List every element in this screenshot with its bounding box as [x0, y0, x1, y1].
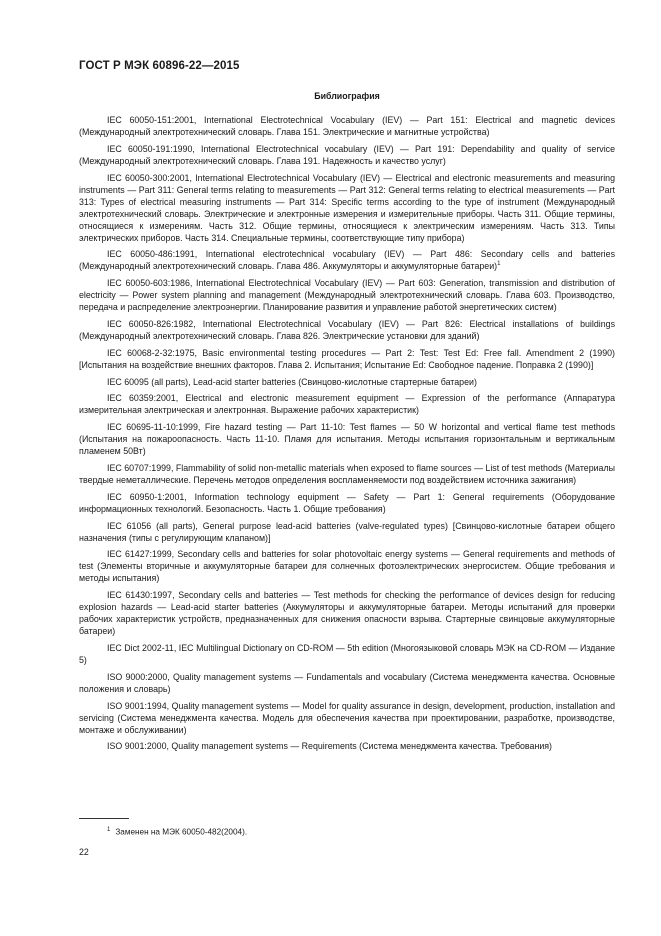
- reference-item: [79, 589, 615, 637]
- footnote-text: Заменен на МЭК 60050-482(2004).: [115, 827, 248, 837]
- reference-text: IEC 60695-11-10:1999, Fire hazard testing — Part 11-10: Test flames — 50 W horizontal and vertical flame test methods (Испытания на пожароопасность. Часть 11-10. Пламя для испытания. Методы испытания горизонтальным и вертикальным пламенем 50Вт): [79, 422, 615, 457]
- reference-text: IEC 61427:1999, Secondary cells and batteries for solar photovoltaic energy systems — General requirements and methods of test (Элементы вторичные и аккумуляторные батареи для солнечных фотоэлектрических энергосистем. Общие требования и методы испытания): [79, 549, 615, 584]
- reference-text: IEC 61056 (all parts), General purpose lead-acid batteries (valve-regulated types) [Свинцово-кислотные батареи общего назначения (типы с регулирующим клапаном)]: [79, 520, 615, 543]
- footnote: [107, 827, 247, 837]
- reference-item: [79, 248, 615, 272]
- reference-text: IEC 60050-151:2001, International Electrotechnical Vocabulary (IEV) — Part 151: Electrical and magnetic devices (Международный электротехнический словарь. Глава 151. Электрические и магнитные устройства): [79, 115, 615, 137]
- reference-text: ISO 9001:2000, Quality management systems — Requirements (Система менеджмента качества. Требования): [107, 741, 552, 752]
- reference-item: [79, 462, 615, 486]
- reference-item: [79, 392, 615, 416]
- reference-item: [79, 277, 615, 313]
- reference-item: [79, 143, 615, 167]
- reference-text: ISO 9000:2000, Quality management systems — Fundamentals and vocabulary (Система менеджмента качества. Основные положения и словарь): [79, 671, 615, 694]
- reference-item: [79, 642, 615, 666]
- reference-text: IEC Dict 2002-11, IEC Multilingual Dictionary on CD-ROM — 5th edition (Многоязыковой словарь МЭК на CD-ROM — Издание 5): [79, 642, 615, 665]
- reference-text: IEC 60050-300:2001, International Electrotechnical Vocabulary (IEV) — Electrical and electronic measurements and measuring instruments — Part 311: General terms relating to measurements — Part 312: General terms relating to electrical measurements — Part 313: Types of electrical measuring instruments — Part 314: Specific terms according to the type of instrument (Международный электротехнический словарь. Электрические и электронные измерения и измерительные приборы. Часть 311. Общие термины, относящиеся к измерениям. Часть 312. Общие термины, относящиеся к электрическим измерениям. Часть 313. Типы электрических приборов. Часть 314. Специальные термины, соответствующие типу прибора): [79, 172, 615, 243]
- reference-item: [79, 520, 615, 544]
- bibliography-title: Библиография: [314, 91, 380, 101]
- reference-text: IEC 60359:2001, Electrical and electronic measurement equipment — Expression of the performance (Аппаратура измерительная электрическая и электронная. Выражение рабочих характеристик): [79, 393, 615, 416]
- reference-text: IEC 60950-1:2001, Information technology equipment — Safety — Part 1: General requirements (Оборудование информационных технологий. Безопасность. Часть 1. Общие требования): [79, 491, 615, 514]
- reference-text: IEC 60707:1999, Flammability of solid non-metallic materials when exposed to flame sources — List of test methods (Материалы твердые неметаллические. Перечень методов определения воспламеняемости под воздействием источника зажигания): [79, 462, 615, 485]
- reference-item: [79, 548, 615, 584]
- reference-item: [79, 740, 615, 752]
- reference-item: [79, 671, 615, 695]
- reference-list: [79, 114, 615, 757]
- reference-text: IEC 60050-603:1986, International Electrotechnical Vocabulary (IEV) — Part 603: Generation, transmission and distribution of electricity — Power system planning and management (Международный электротехнический словарь. Глава 603. Производство, передача и распределение электроэнергии. Планирование развития и управление работой энергетических систем): [79, 278, 615, 313]
- reference-text: IEC 61430:1997, Secondary cells and batteries — Test methods for checking the performance of devices design for reducing explosion hazards — Lead-acid starter batteries (Аккумуляторы и аккумуляторные батареи. Методы испытаний для проверки рабочих характеристик устройств, предназначенных для снижения опасности взрыва. Стартерные свинцовые аккумуляторные батареи): [79, 590, 615, 637]
- reference-item: [79, 114, 615, 138]
- reference-text: IEC 60050-486:1991, International electrotechnical vocabulary (IEV) — Part 486: Secondary cells and batteries (Международный электротехнический словарь. Глава 486. Аккумуляторы и аккумуляторные батареи): [79, 249, 615, 272]
- reference-item: [79, 376, 615, 388]
- reference-item: [79, 347, 615, 371]
- reference-item: [79, 318, 615, 342]
- document-header: ГОСТ Р МЭК 60896-22—2015: [79, 60, 240, 72]
- reference-item: [79, 700, 615, 736]
- reference-text: IEC 60068-2-32:1975, Basic environmental testing procedures — Part 2: Test: Test Ed: Free fall. Amendment 2 (1990) [Испытания на воздействие внешних факторов. Глава 2. Испытания; Испытание Ed: Свободное падение. Поправка 2 (1990)]: [79, 347, 615, 370]
- reference-item: [79, 172, 615, 244]
- reference-item: [79, 491, 615, 515]
- reference-text: IEC 60050-191:1990, International Electrotechnical vocabulary (IEV) — Part 191: Dependability and quality of service (Международный электротехнический словарь. Глава 191. Надежность и качество услуг): [79, 143, 615, 166]
- footnote-divider: [79, 818, 129, 819]
- reference-text: ISO 9001:1994, Quality management systems — Model for quality assurance in design, development, production, installation and servicing (Система менеджмента качества. Модель для обеспечения качества при проектировании, разработке, производстве, монтаже и обслуживании): [79, 700, 615, 735]
- page-number: 22: [79, 847, 89, 857]
- footnote-number: 1: [107, 827, 111, 833]
- reference-text: IEC 60095 (all parts), Lead-acid starter batteries (Свинцово-кислотные стартерные батареи): [107, 376, 477, 387]
- reference-text: IEC 60050-826:1982, International Electrotechnical Vocabulary (IEV) — Part 826: Electrical installations of buildings (Международный электротехнический словарь. Глава 826. Электрические установки для зданий): [79, 318, 615, 341]
- reference-item: [79, 421, 615, 457]
- footnote-marker: 1: [497, 261, 501, 268]
